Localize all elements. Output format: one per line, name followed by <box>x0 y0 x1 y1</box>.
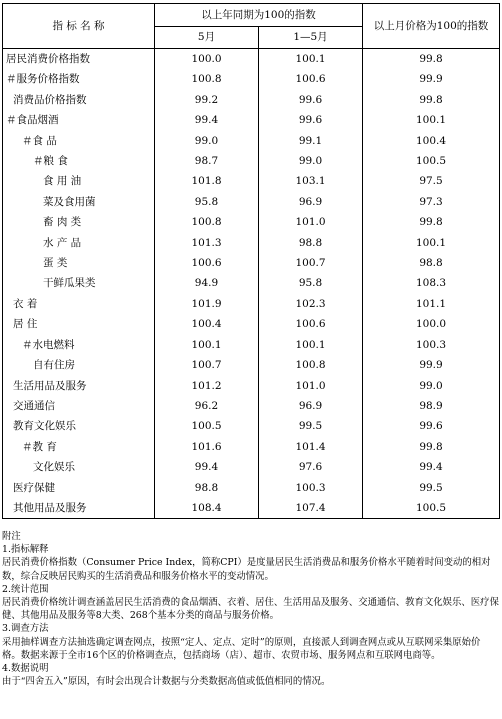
note-2-title: 2.统计范围 <box>2 583 49 595</box>
row-jan-may-value: 102.3 <box>259 294 363 314</box>
table-row <box>3 233 500 253</box>
row-may-value: 94.9 <box>155 273 259 293</box>
row-may-value: 99.4 <box>155 110 259 130</box>
row-mom-value: 99.6 <box>363 416 500 436</box>
row-name: ＃教 育 <box>3 437 155 457</box>
row-name: 自有住房 <box>3 355 155 375</box>
row-may-value: 99.0 <box>155 131 259 151</box>
row-jan-may-value: 99.5 <box>259 416 363 436</box>
note-3-text: 采用抽样调查方法抽选确定调查网点，按照“定人、定点、定时”的原则，直接派人到调查网点或从互联网采集原始价格。数据来源于全市16个区的价格调查点，包括商场（店）、超市、农贸市场、服务网点和互联网电商等。 <box>2 636 481 661</box>
table-row <box>3 151 500 171</box>
table-row <box>3 376 500 396</box>
row-name: 衣 着 <box>3 294 155 314</box>
row-name: ＃水电燃料 <box>3 335 155 355</box>
row-may-value: 101.3 <box>155 233 259 253</box>
table-row <box>3 355 500 375</box>
row-may-value: 100.4 <box>155 314 259 334</box>
table-row <box>3 110 500 130</box>
row-name: 交通通信 <box>3 396 155 416</box>
table-row <box>3 69 500 89</box>
row-jan-may-value: 99.1 <box>259 131 363 151</box>
notes-section <box>2 530 499 688</box>
row-name: 食 用 油 <box>3 171 155 191</box>
table-row <box>3 212 500 232</box>
row-mom-value: 100.0 <box>363 314 500 334</box>
row-name: ＃食品烟酒 <box>3 110 155 130</box>
row-mom-value: 99.0 <box>363 376 500 396</box>
row-name: 干鲜瓜果类 <box>3 273 155 293</box>
row-may-value: 108.4 <box>155 498 259 519</box>
table-row <box>3 90 500 110</box>
row-name: 居民消费价格指数 <box>3 49 155 70</box>
table-body <box>3 49 500 519</box>
table-row <box>3 437 500 457</box>
row-jan-may-value: 96.9 <box>259 192 363 212</box>
row-jan-may-value: 100.7 <box>259 253 363 273</box>
row-jan-may-value: 101.4 <box>259 437 363 457</box>
note-4-text: 由于“四舍五入”原因，有时会出现合计数据与分类数据高值或低值相同的情况。 <box>2 676 331 688</box>
row-may-value: 100.1 <box>155 335 259 355</box>
note-1-text: 居民消费价格指数（Consumer Price Index，简称CPI）是度量居民生活消费品和服务价格水平随着时间变动的相对数，综合反映居民购买的生活消费品和服务价格水平的变动情况。 <box>2 557 491 582</box>
table-row <box>3 396 500 416</box>
row-name: 生活用品及服务 <box>3 376 155 396</box>
table-row <box>3 416 500 436</box>
table-row <box>3 498 500 519</box>
table-row <box>3 335 500 355</box>
table-row <box>3 49 500 70</box>
row-name: 文化娱乐 <box>3 457 155 477</box>
header-may: 5月 <box>155 27 259 49</box>
table-row <box>3 192 500 212</box>
row-name: ＃食 品 <box>3 131 155 151</box>
row-mom-value: 99.9 <box>363 355 500 375</box>
row-name: ＃粮 食 <box>3 151 155 171</box>
row-mom-value: 99.8 <box>363 49 500 70</box>
row-name: 消费品价格指数 <box>3 90 155 110</box>
row-mom-value: 99.8 <box>363 90 500 110</box>
row-name: 教育文化娱乐 <box>3 416 155 436</box>
row-mom-value: 99.8 <box>363 212 500 232</box>
row-may-value: 101.6 <box>155 437 259 457</box>
row-may-value: 95.8 <box>155 192 259 212</box>
row-may-value: 101.9 <box>155 294 259 314</box>
row-mom-value: 100.3 <box>363 335 500 355</box>
row-mom-value: 100.4 <box>363 131 500 151</box>
row-mom-value: 97.3 <box>363 192 500 212</box>
row-name: ＃服务价格指数 <box>3 69 155 89</box>
row-may-value: 100.6 <box>155 253 259 273</box>
table-row <box>3 171 500 191</box>
row-jan-may-value: 103.1 <box>259 171 363 191</box>
table-row <box>3 253 500 273</box>
row-mom-value: 99.4 <box>363 457 500 477</box>
note-1-title: 1.指标解释 <box>2 544 49 556</box>
row-mom-value: 99.8 <box>363 437 500 457</box>
row-mom-value: 97.5 <box>363 171 500 191</box>
table-row <box>3 273 500 293</box>
row-jan-may-value: 101.0 <box>259 212 363 232</box>
row-jan-may-value: 100.1 <box>259 49 363 70</box>
row-jan-may-value: 95.8 <box>259 273 363 293</box>
row-may-value: 100.7 <box>155 355 259 375</box>
row-jan-may-value: 107.4 <box>259 498 363 519</box>
table-row <box>3 294 500 314</box>
row-may-value: 98.7 <box>155 151 259 171</box>
row-jan-may-value: 97.6 <box>259 457 363 477</box>
row-name: 水 产 品 <box>3 233 155 253</box>
row-may-value: 100.8 <box>155 212 259 232</box>
header-mom: 以上月价格为100的指数 <box>363 4 500 49</box>
row-may-value: 98.8 <box>155 478 259 498</box>
row-may-value: 100.0 <box>155 49 259 70</box>
row-mom-value: 108.3 <box>363 273 500 293</box>
row-mom-value: 100.1 <box>363 233 500 253</box>
cpi-table <box>2 3 500 519</box>
table-row <box>3 478 500 498</box>
row-jan-may-value: 100.6 <box>259 314 363 334</box>
row-name: 菜及食用菌 <box>3 192 155 212</box>
row-name: 医疗保健 <box>3 478 155 498</box>
row-may-value: 99.2 <box>155 90 259 110</box>
row-jan-may-value: 100.8 <box>259 355 363 375</box>
row-mom-value: 98.9 <box>363 396 500 416</box>
row-jan-may-value: 100.6 <box>259 69 363 89</box>
row-mom-value: 100.1 <box>363 110 500 130</box>
row-mom-value: 99.9 <box>363 69 500 89</box>
row-may-value: 101.8 <box>155 171 259 191</box>
row-jan-may-value: 101.0 <box>259 376 363 396</box>
row-may-value: 100.5 <box>155 416 259 436</box>
row-may-value: 99.4 <box>155 457 259 477</box>
row-jan-may-value: 98.8 <box>259 233 363 253</box>
row-jan-may-value: 99.6 <box>259 110 363 130</box>
row-mom-value: 101.1 <box>363 294 500 314</box>
note-2-text: 居民消费价格统计调查涵盖居民生活消费的食品烟酒、衣着、居住、生活用品及服务、交通通信、教育文化娱乐、医疗保健、其他用品及服务等8大类、268个基本分类的商品与服务价格。 <box>2 597 499 622</box>
notes-title: 附注 <box>2 531 21 542</box>
header-yoy-group: 以上年同期为100的指数 <box>155 4 363 27</box>
row-mom-value: 100.5 <box>363 151 500 171</box>
row-may-value: 101.2 <box>155 376 259 396</box>
row-mom-value: 100.5 <box>363 498 500 519</box>
row-jan-may-value: 99.0 <box>259 151 363 171</box>
note-4-title: 4.数据说明 <box>2 663 49 675</box>
row-may-value: 96.2 <box>155 396 259 416</box>
note-3-title: 3.调查方法 <box>2 623 49 635</box>
row-may-value: 100.8 <box>155 69 259 89</box>
row-name: 蛋 类 <box>3 253 155 273</box>
header-jan-may: 1—5月 <box>259 27 363 49</box>
header-item-name: 指 标 名 称 <box>3 4 155 49</box>
row-jan-may-value: 96.9 <box>259 396 363 416</box>
row-name: 其他用品及服务 <box>3 498 155 519</box>
row-name: 畜 肉 类 <box>3 212 155 232</box>
row-name: 居 住 <box>3 314 155 334</box>
row-jan-may-value: 100.1 <box>259 335 363 355</box>
table-row <box>3 314 500 334</box>
row-mom-value: 98.8 <box>363 253 500 273</box>
row-mom-value: 99.5 <box>363 478 500 498</box>
row-jan-may-value: 99.6 <box>259 90 363 110</box>
table-row <box>3 457 500 477</box>
table-row <box>3 131 500 151</box>
row-jan-may-value: 100.3 <box>259 478 363 498</box>
